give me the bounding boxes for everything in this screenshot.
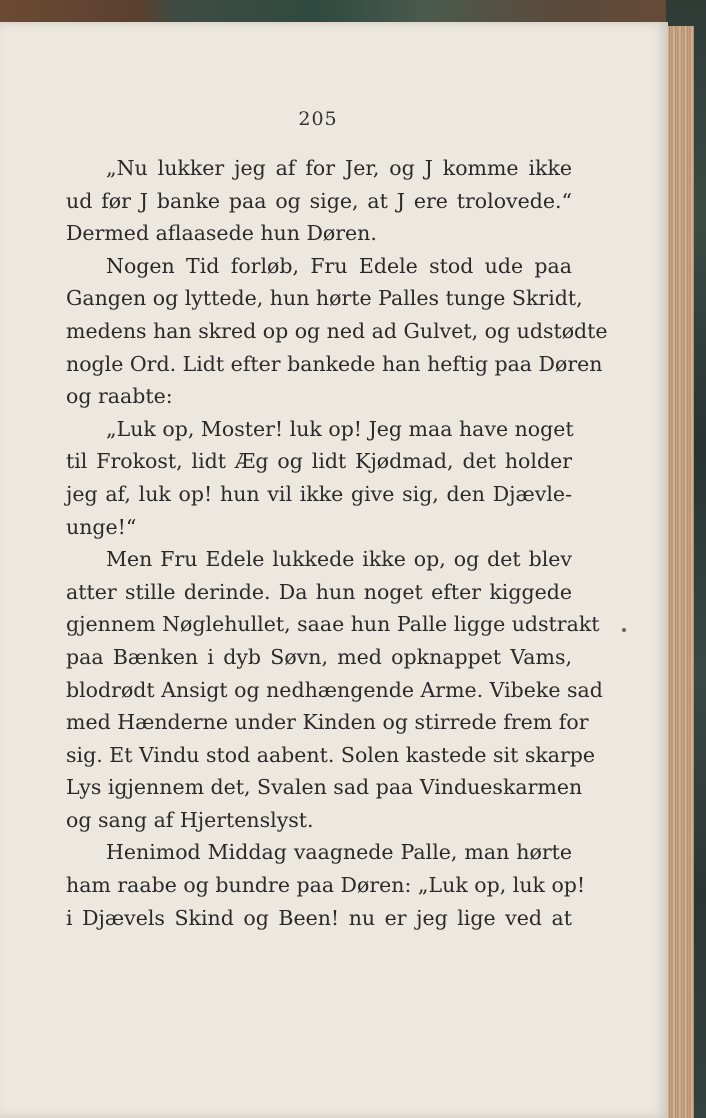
text-line: „Nu lukker jeg af for Jer, og J komme ikke (106, 156, 572, 180)
text-line: paa Bænken i dyb Søvn, med opknappet Vams, (66, 644, 572, 669)
ink-speck (622, 628, 626, 632)
text-line: jeg af, luk op! hun vil ikke give sig, den Djævle- (66, 481, 572, 506)
body-text (66, 152, 608, 934)
text-line: Nogen Tid forløb, Fru Edele stod ude paa (106, 253, 572, 278)
text-line: gjennem Nøglehullet, saae hun Palle ligge udstrakt (66, 612, 600, 637)
text-line: ham raabe og bundre paa Døren: „Luk op, luk op! (66, 873, 586, 898)
text-line: i Djævels Skind og Been! nu er jeg lige ved at (66, 905, 572, 930)
text-line: Dermed aflaasede hun Døren. (66, 221, 377, 246)
page-fore-edges (664, 26, 694, 1118)
text-line: nogle Ord. Lidt efter bankede han heftig paa Døren (66, 351, 603, 376)
text-line: Men Fru Edele lukkede ikke op, og det blev (106, 547, 572, 572)
book-page (0, 22, 668, 1118)
page-number: 205 (298, 108, 338, 130)
book-binding-top (0, 0, 706, 24)
text-line: og raabte: (66, 384, 173, 409)
text-line: Henimod Middag vaagnede Palle, man hørte (106, 840, 572, 865)
text-line: med Hænderne under Kinden og stirrede frem for (66, 710, 589, 735)
text-line: ud før J banke paa og sige, at J ere trolovede.“ (66, 188, 572, 213)
text-line: Lys igjennem det, Svalen sad paa Vindueskarmen (66, 775, 583, 800)
text-line: til Frokost, lidt Æg og lidt Kjødmad, det holder (66, 449, 572, 474)
text-line: og sang af Hjertenslyst. (66, 807, 314, 832)
text-line: sig. Et Vindu stod aabent. Solen kastede sit skarpe (66, 742, 596, 767)
text-line: „Luk op, Moster! luk op! Jeg maa have noget (106, 416, 574, 441)
text-line: unge!“ (66, 514, 137, 539)
text-line: medens han skred op og ned ad Gulvet, og udstødte (66, 318, 608, 343)
text-line: atter stille derinde. Da hun noget efter kiggede (66, 579, 572, 604)
text-line: blodrødt Ansigt og nedhængende Arme. Vibeke sad (66, 677, 603, 702)
text-line: Gangen og lyttede, hun hørte Palles tunge Skridt, (66, 286, 583, 311)
